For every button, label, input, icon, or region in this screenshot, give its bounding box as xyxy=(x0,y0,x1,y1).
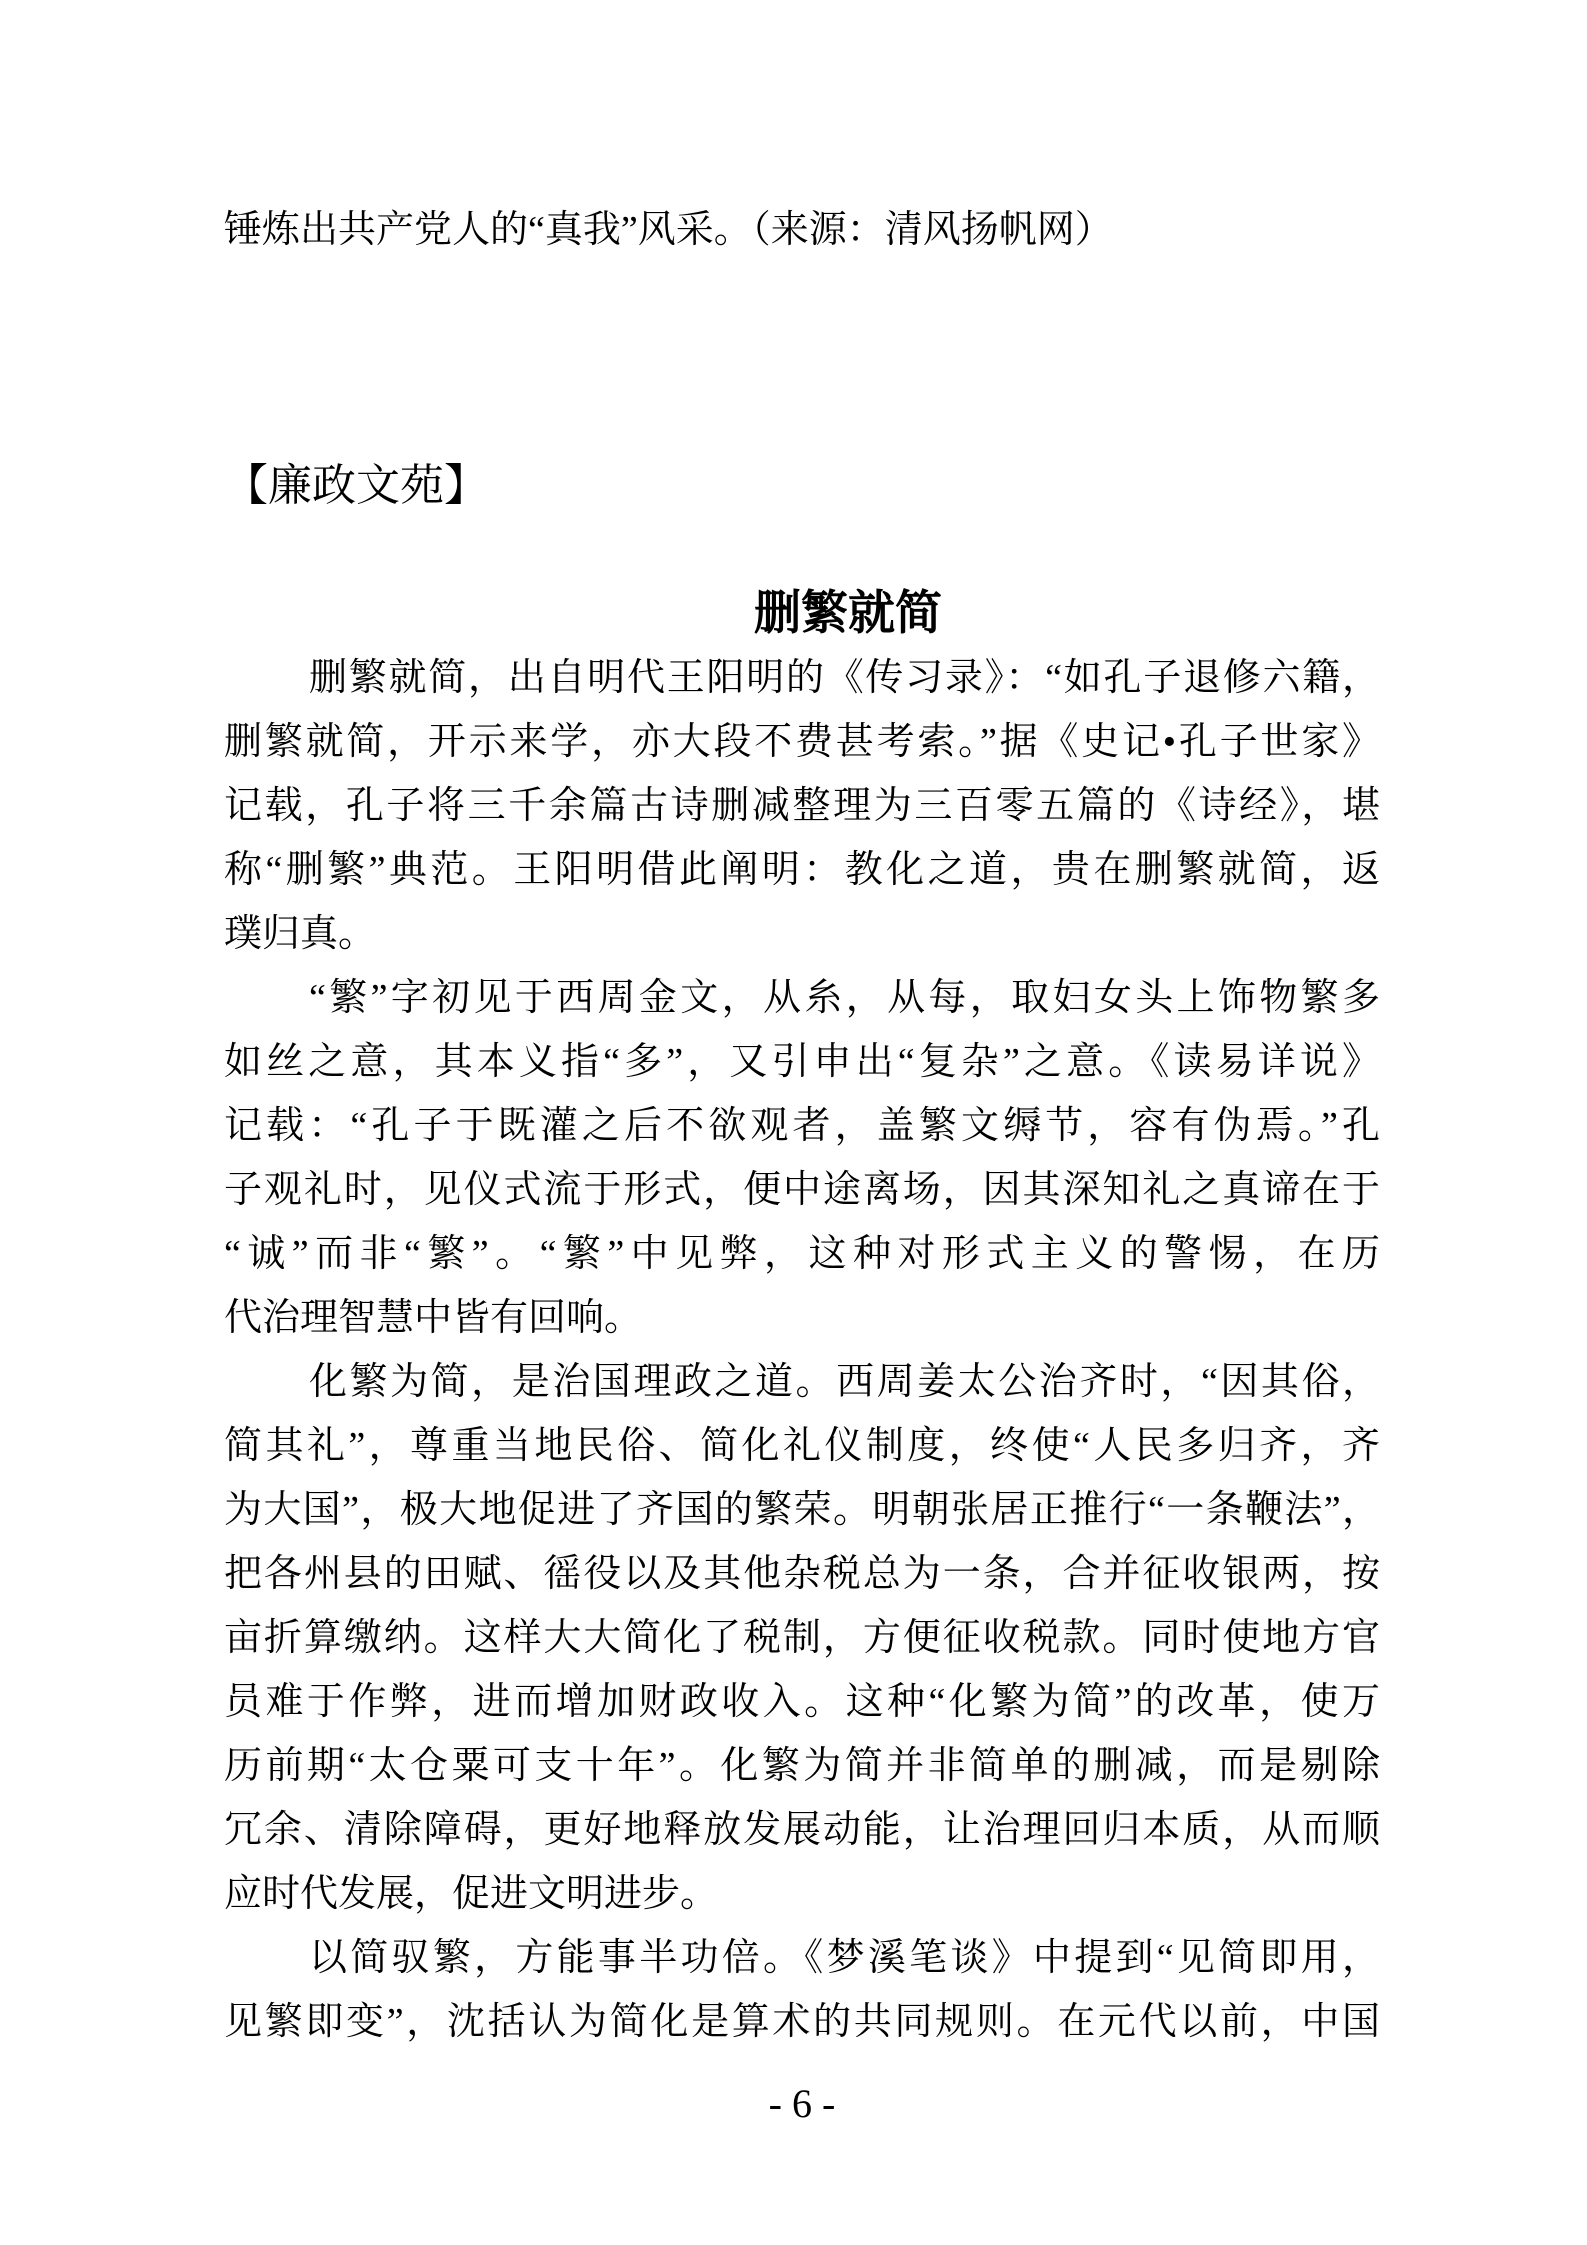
body-line: 删繁就简，出自明代王阳明的《传习录》：“如孔子退修六籍， xyxy=(309,657,1380,699)
body-line: 化繁为简，是治国理政之道。西周姜太公治齐时，“因其俗， xyxy=(309,1361,1380,1403)
body-line: 简其礼”，尊重当地民俗、简化礼仪制度，终使“人民多归齐，齐 xyxy=(224,1425,1380,1467)
body-line: 历前期“太仓粟可支十年”。化繁为简并非简单的删减，而是剔除 xyxy=(224,1745,1380,1787)
paragraph-2 xyxy=(224,966,1380,1350)
body-line: 记载：“孔子于既灌之后不欲观者，盖繁文缛节，容有伪焉。”孔 xyxy=(224,1105,1380,1147)
page-number: - 6 - xyxy=(768,2081,836,2126)
body-line: “繁”字初见于西周金文，从糸，从每，取妇女头上饰物繁多 xyxy=(309,977,1380,1019)
body-line: 亩折算缴纳。这样大大简化了税制，方便征收税款。同时使地方官 xyxy=(224,1617,1380,1659)
body-line: 为大国”，极大地促进了齐国的繁荣。明朝张居正推行“一条鞭法”， xyxy=(224,1489,1380,1531)
body-line: 应时代发展，促进文明进步。 xyxy=(224,1873,719,1915)
continuation-line: 锤炼出共产党人的“真我”风采。（来源：清风扬帆网） xyxy=(224,209,1113,251)
body-line: 记载，孔子将三千余篇古诗删减整理为三百零五篇的《诗经》，堪 xyxy=(224,785,1380,827)
section-header: 【廉政文苑】 xyxy=(224,461,488,510)
body-line: 把各州县的田赋、徭役以及其他杂税总为一条，合并征收银两，按 xyxy=(224,1553,1380,1595)
body-line: 见繁即变”，沈括认为简化是算术的共同规则。在元代以前，中国 xyxy=(224,2001,1380,2043)
body-line: 如丝之意，其本义指“多”，又引申出“复杂”之意。《读易详说》 xyxy=(224,1041,1380,1083)
paragraph-1 xyxy=(224,646,1380,966)
body-line: 璞归真。 xyxy=(224,913,377,955)
body-line: 子观礼时，见仪式流于形式，便中途离场，因其深知礼之真谛在于 xyxy=(224,1169,1380,1211)
paragraph-4 xyxy=(224,1926,1380,2054)
body-line: 冗余、清除障碍，更好地释放发展动能，让治理回归本质，从而顺 xyxy=(224,1809,1380,1851)
article-title: 删繁就简 xyxy=(754,588,942,640)
body-line: 代治理智慧中皆有回响。 xyxy=(224,1297,643,1339)
body-line: 称“删繁”典范。王阳明借此阐明：教化之道，贵在删繁就简，返 xyxy=(224,849,1380,891)
body-line: 以简驭繁，方能事半功倍。《梦溪笔谈》中提到“见简即用， xyxy=(309,1937,1380,1979)
body-line: “诚”而非“繁”。“繁”中见弊，这种对形式主义的警惕，在历 xyxy=(224,1233,1380,1275)
paragraph-3 xyxy=(224,1350,1380,1926)
page-content xyxy=(224,198,1380,2054)
body-line: 删繁就简，开示来学，亦大段不费甚考索。”据《史记•孔子世家》 xyxy=(224,721,1380,763)
body-line: 员难于作弊，进而增加财政收入。这种“化繁为简”的改革，使万 xyxy=(224,1681,1380,1723)
